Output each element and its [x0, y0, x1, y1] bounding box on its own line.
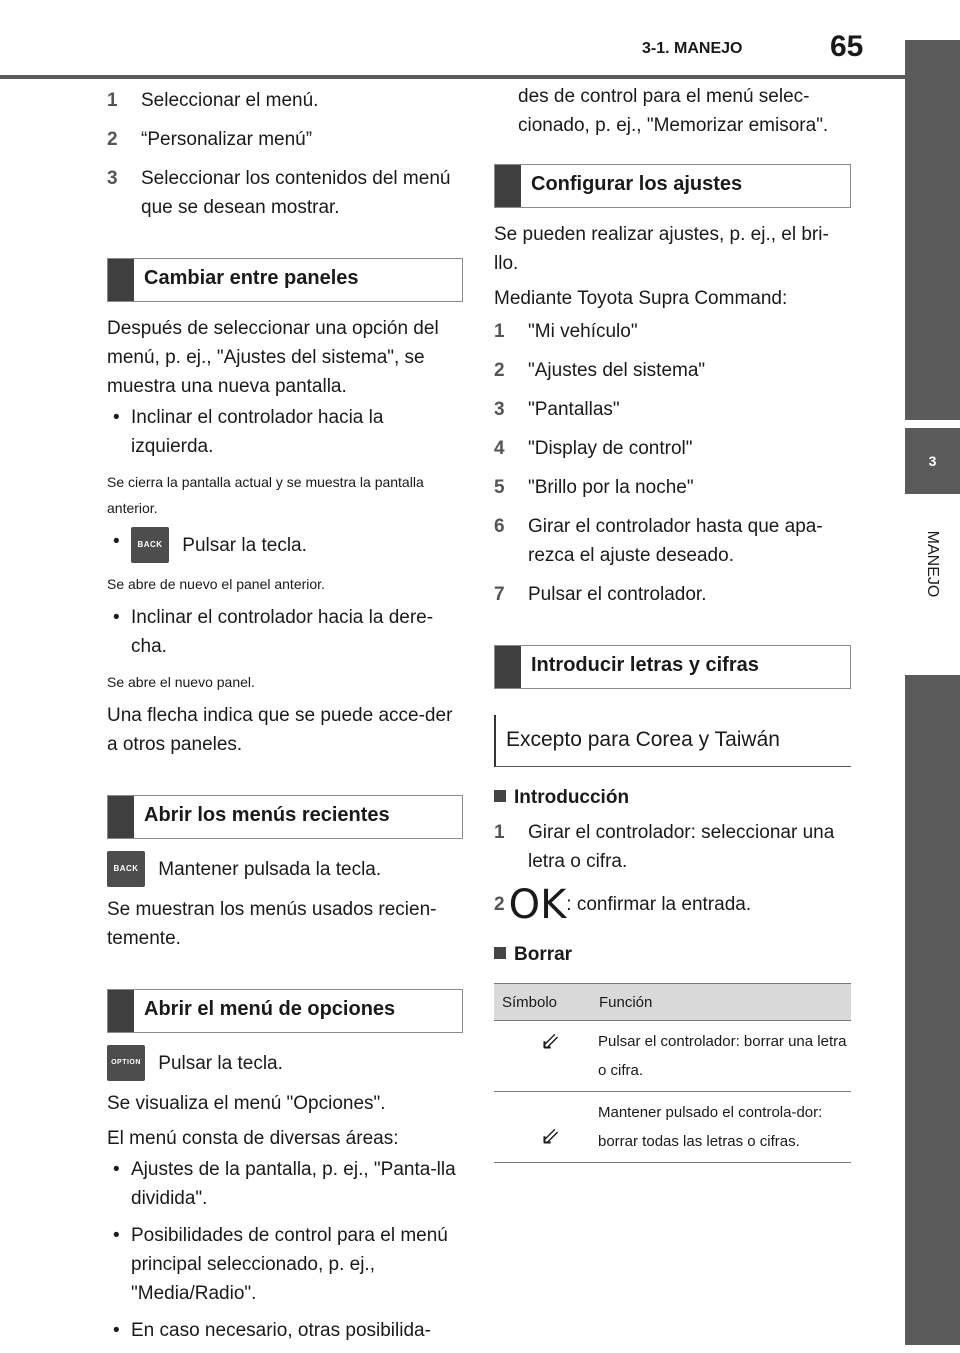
key-text: Mantener pulsada la tecla.	[158, 858, 382, 880]
square-bullet-icon	[494, 947, 506, 959]
chapter-label: MANEJO	[924, 530, 941, 598]
bullet-item: • En caso necesario, otras posibilida-	[107, 1316, 463, 1345]
note-text: Se abre el nuevo panel.	[107, 674, 255, 690]
step-item	[494, 473, 851, 502]
back-key-icon: BACK	[107, 851, 145, 887]
step-number: 2	[494, 894, 505, 915]
step-text: : confirmar la entrada.	[566, 894, 752, 915]
step-text: “Personalizar menú”	[141, 129, 313, 150]
paragraph: Se muestran los menús usados recien-temente.	[107, 899, 437, 949]
continued-text: des de control para el menú selec-cionado, p. ej., "Memorizar emisora".	[518, 86, 829, 136]
paragraph: Se pueden realizar ajustes, p. ej., el bri-llo.	[494, 224, 829, 274]
right-column	[494, 82, 851, 1163]
bullet-item: • Ajustes de la pantalla, p. ej., "Panta-lla dividida".	[107, 1155, 463, 1213]
step-text: Seleccionar el menú.	[141, 90, 319, 111]
step-number: 1	[107, 90, 118, 111]
step-item	[494, 818, 851, 876]
step-item	[494, 434, 851, 463]
table-header-symbol: Símbolo	[494, 984, 598, 1021]
step-number: 4	[494, 438, 505, 459]
delete-arrow-icon: ⇙	[494, 1021, 598, 1092]
key-text: Pulsar la tecla.	[158, 1052, 283, 1074]
bullet-item: • Posibilidades de control para el menú principal seleccionado, p. ej., "Media/Radio".	[107, 1221, 463, 1308]
step-text: Girar el controlador: seleccionar una letra o cifra.	[528, 822, 835, 872]
header-rule	[0, 75, 906, 79]
step-number: 5	[494, 477, 505, 498]
step-text: Pulsar el controlador.	[528, 584, 707, 605]
table-cell: Mantener pulsado el controla-dor: borrar todas las letras o cifras.	[598, 1092, 851, 1163]
step-number: 2	[107, 129, 118, 150]
note-text: Se abre de nuevo el panel anterior.	[107, 576, 325, 592]
step-number: 3	[494, 399, 505, 420]
key-instruction	[107, 851, 463, 887]
section-header: 3-1. MANEJO	[642, 40, 743, 57]
section-heading-opciones	[107, 989, 463, 1033]
subsection-heading: Excepto para Corea y Taiwán	[494, 715, 851, 767]
table-cell: Pulsar el controlador: borrar una letra o cifra.	[598, 1021, 851, 1092]
delete-arrow-icon: ⇙	[494, 1092, 598, 1163]
step-text: Girar el controlador hasta que apa-rezca el ajuste deseado.	[528, 516, 823, 566]
step-item	[494, 882, 851, 928]
bullet-item: • Inclinar el controlador hacia la izquierda.	[107, 403, 463, 461]
step-number: 1	[494, 321, 505, 342]
subhead-text: Borrar	[514, 944, 573, 965]
step-text: "Pantallas"	[528, 399, 620, 420]
table-header-function: Función	[598, 984, 851, 1021]
side-tab-bar-bottom	[905, 675, 960, 1345]
heading-bar	[108, 796, 134, 838]
table-header-row	[494, 984, 851, 1021]
option-key-icon: OPTION	[107, 1045, 145, 1081]
section-heading-recientes	[107, 795, 463, 839]
subhead-introduccion	[494, 783, 851, 812]
table-row	[494, 1021, 851, 1092]
step-item	[494, 356, 851, 385]
step-item	[107, 86, 463, 115]
step-number: 2	[494, 360, 505, 381]
chapter-tab: 3	[905, 428, 960, 494]
section-title: Cambiar entre paneles	[144, 267, 359, 289]
section-heading-ajustes	[494, 164, 851, 208]
ok-symbol-icon: OK	[508, 882, 567, 928]
section-title: Configurar los ajustes	[531, 173, 743, 195]
subhead-text: Introducción	[514, 787, 630, 808]
step-item	[107, 125, 463, 154]
subhead-borrar	[494, 940, 851, 969]
section-title: Abrir los menús recientes	[144, 804, 390, 826]
page-number: 65	[830, 30, 864, 63]
step-text: "Display de control"	[528, 438, 693, 459]
square-bullet-icon	[494, 790, 506, 802]
paragraph: Mediante Toyota Supra Command:	[494, 288, 788, 309]
heading-bar	[495, 646, 521, 688]
step-number: 6	[494, 516, 505, 537]
bullet-text: Pulsar la tecla.	[182, 534, 307, 556]
section-title: Abrir el menú de opciones	[144, 998, 396, 1020]
paragraph: Después de seleccionar una opción del menú, p. ej., "Ajustes del sistema", se muestra una nueva pantalla.	[107, 318, 439, 397]
left-column	[107, 82, 463, 1353]
note-text: Se cierra la pantalla actual y se muestra la pantalla anterior.	[107, 474, 424, 516]
step-number: 1	[494, 822, 505, 843]
step-text: "Brillo por la noche"	[528, 477, 694, 498]
step-item	[494, 317, 851, 346]
step-text: "Mi vehículo"	[528, 321, 638, 342]
bullet-item	[107, 527, 463, 563]
section-heading-paneles	[107, 258, 463, 302]
paragraph: Una flecha indica que se puede acce-der a otros paneles.	[107, 705, 453, 755]
step-item	[494, 512, 851, 570]
section-heading-letras	[494, 645, 851, 689]
key-instruction	[107, 1045, 463, 1081]
delete-table	[494, 983, 851, 1163]
back-key-icon: BACK	[131, 527, 169, 563]
section-title: Introducir letras y cifras	[531, 654, 759, 676]
step-number: 7	[494, 584, 505, 605]
heading-bar	[108, 990, 134, 1032]
heading-bar	[108, 259, 134, 301]
step-text: "Ajustes del sistema"	[528, 360, 706, 381]
bullet-item: • Inclinar el controlador hacia la dere-cha.	[107, 603, 463, 661]
heading-bar	[495, 165, 521, 207]
side-tab-bar-top	[905, 40, 960, 420]
table-row	[494, 1092, 851, 1163]
step-text: Seleccionar los contenidos del menú que se desean mostrar.	[141, 168, 451, 218]
step-item	[494, 395, 851, 424]
step-item	[107, 164, 463, 222]
paragraph: El menú consta de diversas áreas:	[107, 1128, 399, 1149]
paragraph: Se visualiza el menú "Opciones".	[107, 1093, 386, 1114]
step-item	[494, 580, 851, 609]
step-number: 3	[107, 168, 118, 189]
